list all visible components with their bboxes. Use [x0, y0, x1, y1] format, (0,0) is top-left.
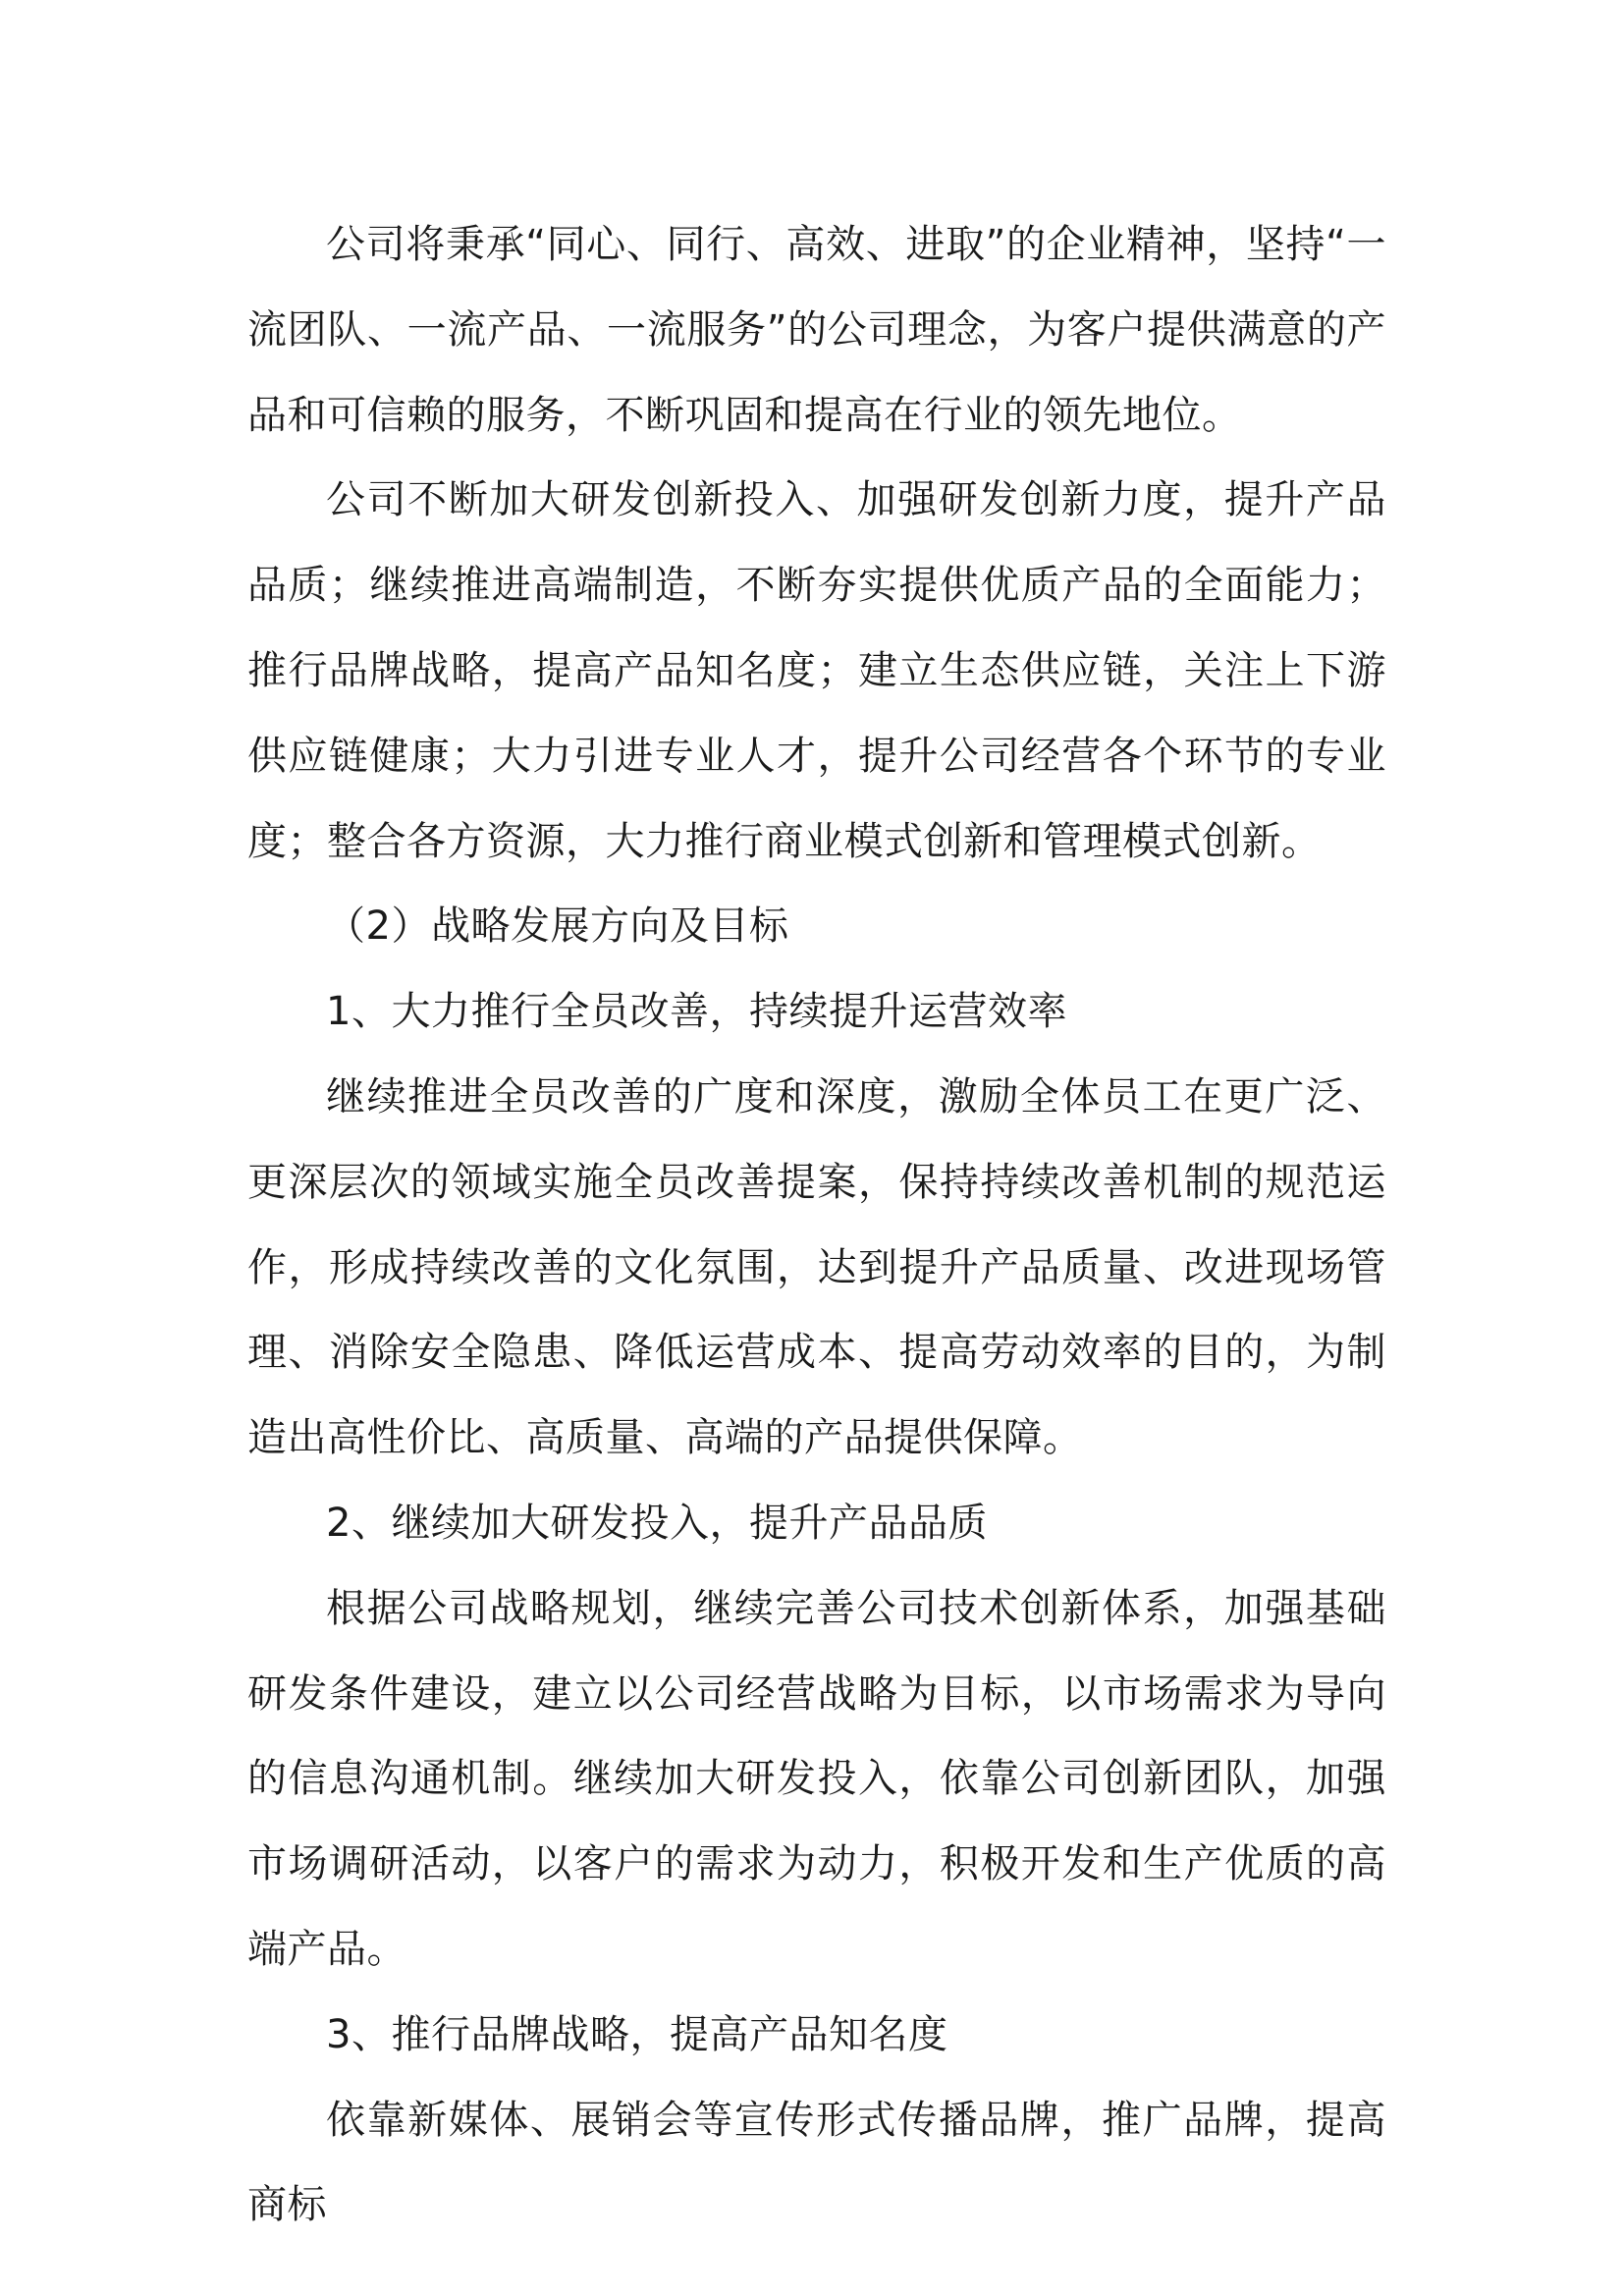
document-body — [247, 202, 1386, 2248]
heading-item-2: 2、继续加大研发投入，提升产品品质 — [326, 1500, 988, 1546]
heading-strategy-direction: （2）战略发展方向及目标 — [326, 903, 789, 950]
paragraph-item-1: 继续推进全员改善的广度和深度，激励全体员工在更广泛、更深层次的领域实施全员改善提案，保持持续改善机制的规范运作，形成持续改善的文化氛围，达到提升产品质量、改进现场管理、消除安全隐患、降低运营成本、提高劳动效率的目的，为制造出高性价比、高质量、高端的产品提供保障。 — [247, 1073, 1386, 1461]
paragraph-item-3: 依靠新媒体、展销会等宣传形式传播品牌，推广品牌，提高商标 — [247, 2097, 1386, 2228]
paragraph-corporate-spirit: 公司将秉承“同心、同行、高效、进取”的企业精神，坚持“一流团队、一流产品、一流服务”的公司理念，为客户提供满意的产品和可信赖的服务，不断巩固和提高在行业的领先地位。 — [247, 222, 1386, 438]
paragraph-rd-innovation: 公司不断加大研发创新投入、加强研发创新力度，提升产品品质；继续推进高端制造，不断夯实提供优质产品的全面能力；推行品牌战略，提高产品知名度；建立生态供应链，关注上下游供应链健康；大力引进专业人才，提升公司经营各个环节的专业度；整合各方资源，大力推行商业模式创新和管理模式创新。 — [247, 477, 1386, 864]
heading-item-1: 1、大力推行全员改善，持续提升运营效率 — [326, 989, 1067, 1035]
heading-item-3: 3、推行品牌战略，提高产品知名度 — [326, 2011, 948, 2057]
paragraph-item-2: 根据公司战略规划，继续完善公司技术创新体系，加强基础研发条件建设，建立以公司经营战略为目标，以市场需求为导向的信息沟通机制。继续加大研发投入，依靠公司创新团队，加强市场调研活动，以客户的需求为动力，积极开发和生产优质的高端产品。 — [247, 1585, 1386, 1972]
